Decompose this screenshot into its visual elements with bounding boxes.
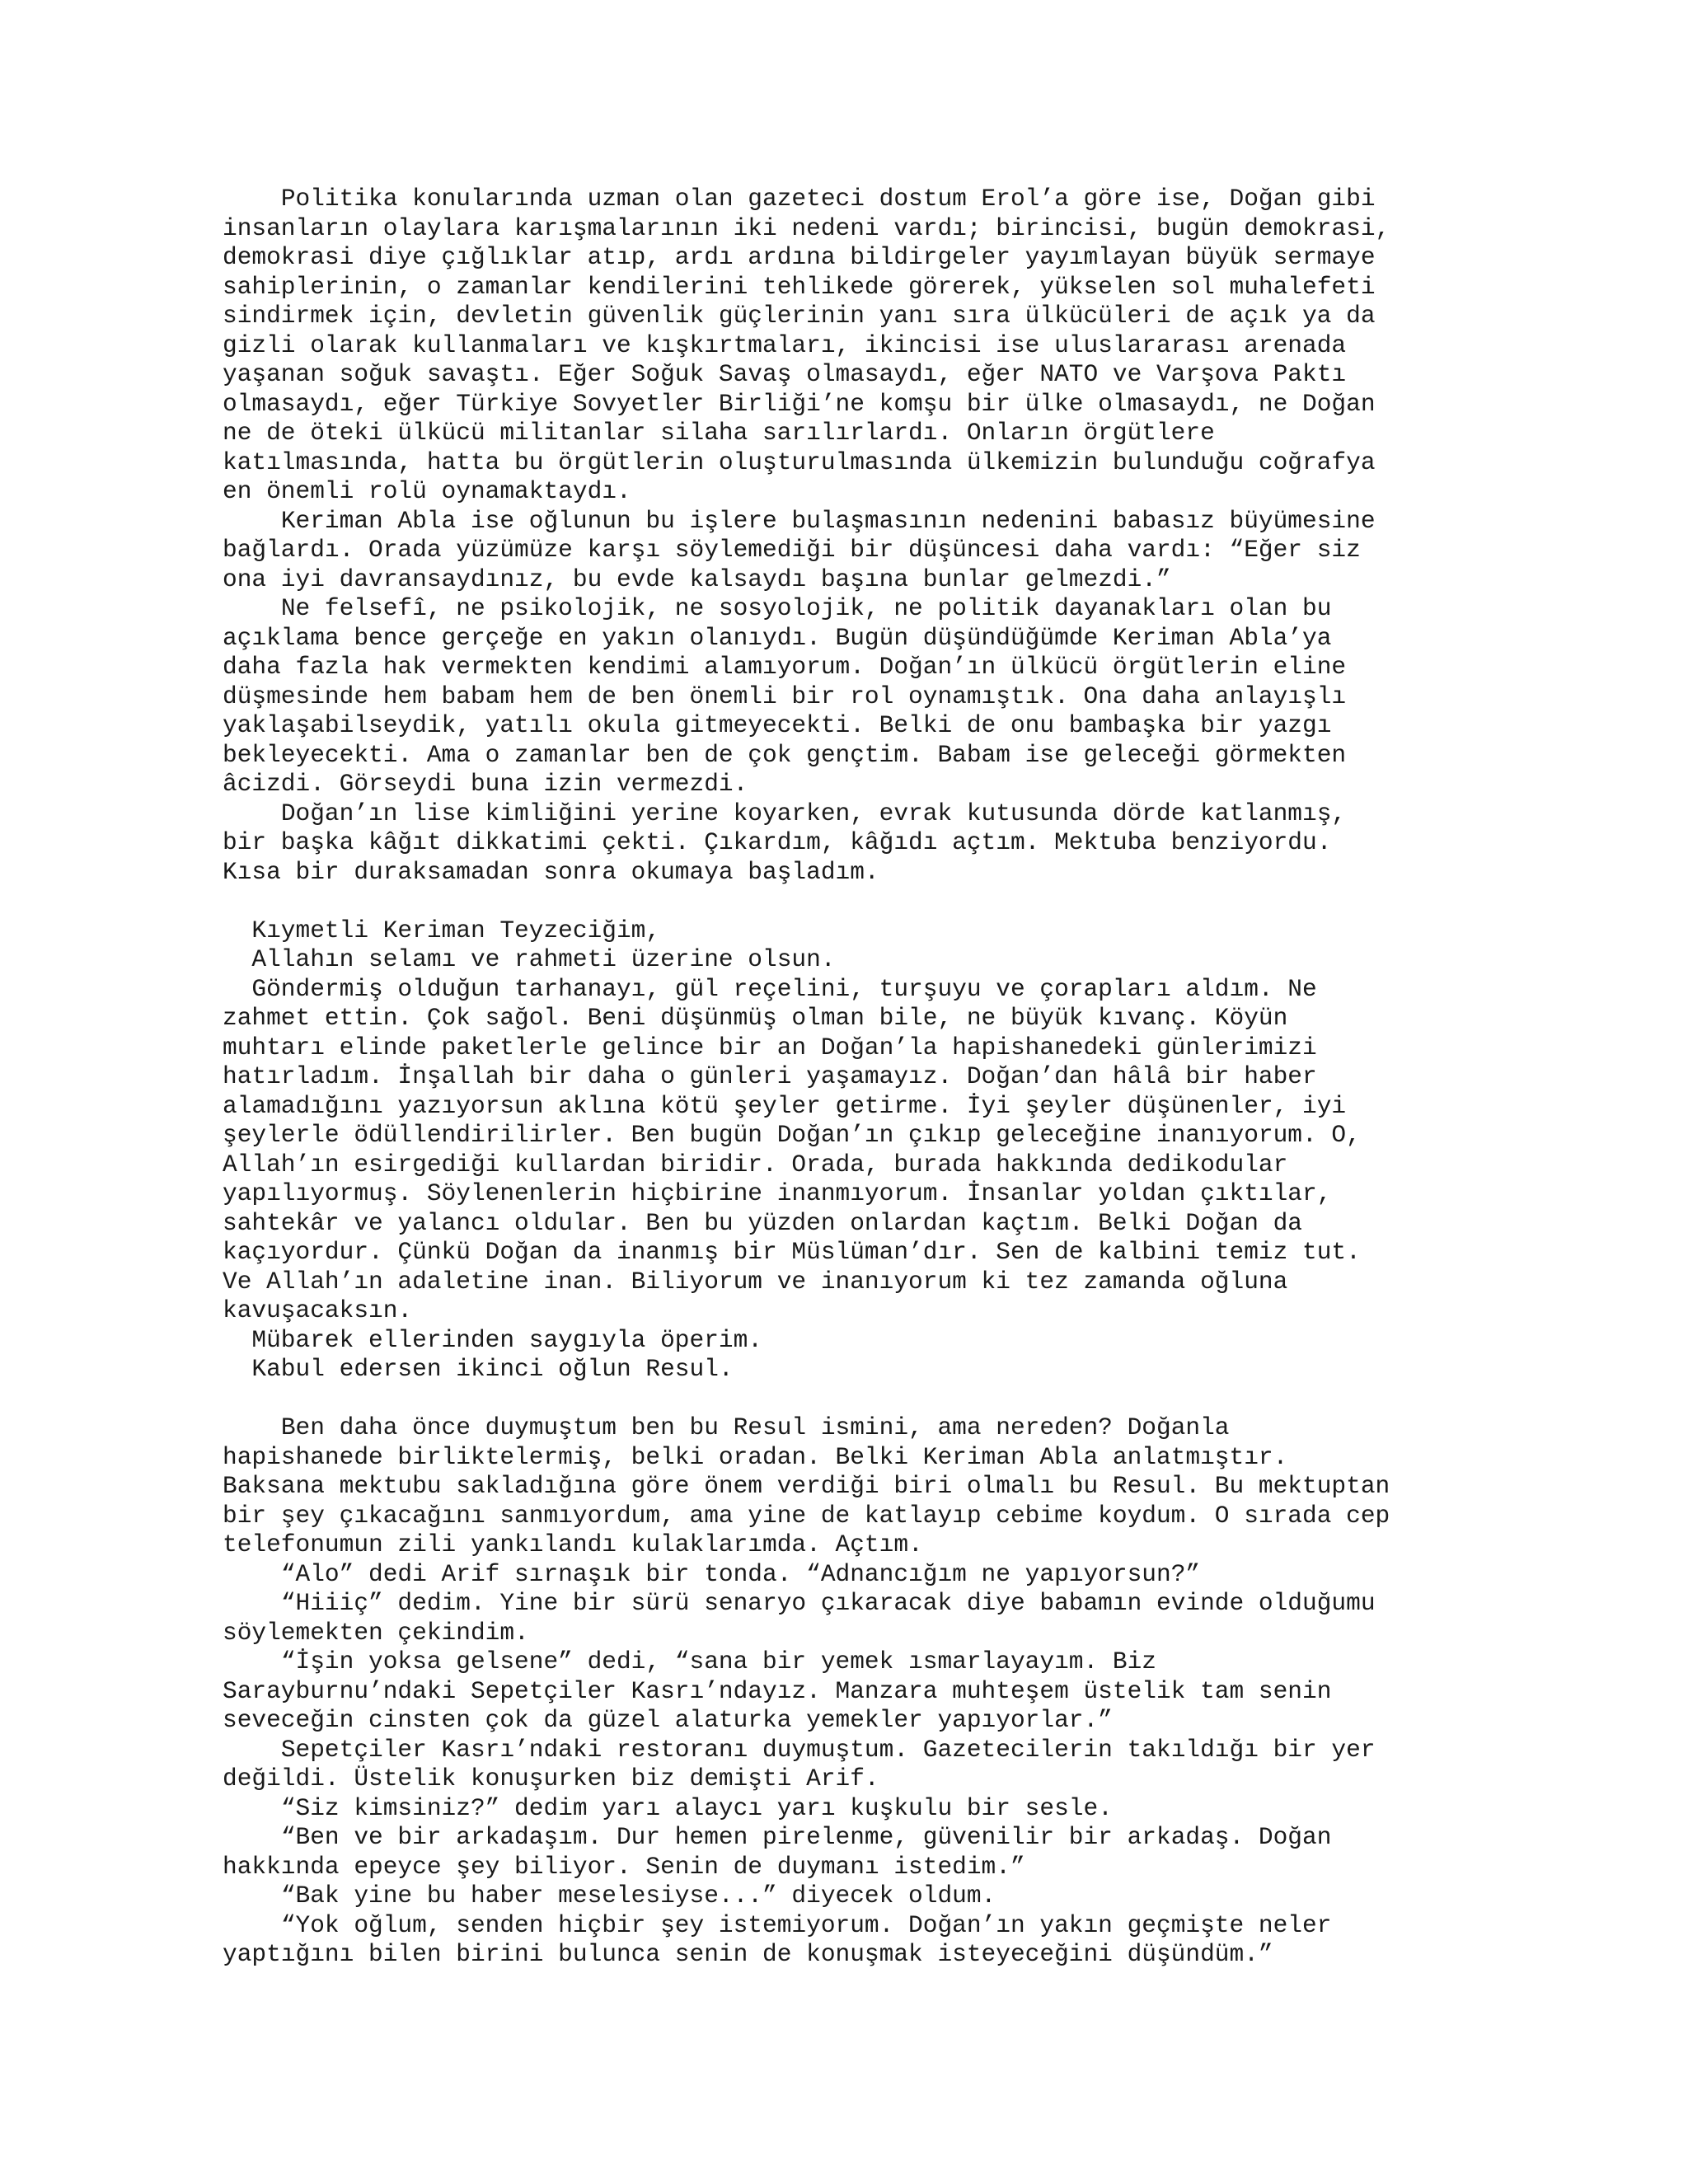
letter-greeting: Allahın selamı ve rahmeti üzerine olsun. — [223, 945, 836, 973]
letter-block — [223, 916, 1475, 1385]
paragraph-keriman-belief: Keriman Abla ise oğlunun bu işlere bulaşmasının nedenini babasız büyümesine bağlardı. Orada yüzümüze karşı söylemediği bir düşüncesi daha vardı: “Eğer siz ona iyi davransaydınız, bu evde kalsaydı başına bunlar gelmezdi.” — [223, 506, 1376, 593]
letter-body: Göndermiş olduğun tarhanayı, gül reçelini, turşuyu ve çorapları aldım. Ne zahmet ettin. Çok sağol. Beni düşünmüş olman bile, ne büyük kıvanç. Köyün muhtarı elinde paketlerle gelince bir an Doğan’la hapishanedeki günlerimizi hatırladım. İnşallah bir daha o günleri yaşamayız. Doğan’dan hâlâ bir haber alamadığını yazıyorsun aklına kötü şeyler getirme. İyi şeyler düşünenler, iyi şeylerle ödüllendirilirler. Ben bugün Doğan’ın çıkıp geleceğine inanıyorum. O, Allah’ın esirgediği kullardan biridir. Orada, burada hakkında dedikodular yapılıyormuş. Söylenenlerin hiçbirine inanmıyorum. İnsanlar yoldan çıktılar, sahtekâr ve yalancı oldular. Ben bu yüzden onlardan kaçtım. Belki Doğan da kaçıyordur. Çünkü Doğan da inanmış bir Müslüman’dır. Sen de kalbini temiz tut. Ve Allah’ın adaletine inan. Biliyorum ve inanıyorum ki tez zamanda oğluna kavuşacaksın. — [223, 974, 1361, 1324]
section-gap — [223, 1385, 1475, 1414]
dialogue-line: “Alo” dedi Arif sırnaşık bir tonda. “Adnancığım ne yapıyorsun?” — [223, 1559, 1201, 1588]
dialogue-line: “Ben ve bir arkadaşım. Dur hemen pirelenme, güvenilir bir arkadaş. Doğan hakkında epeyce şey biliyor. Senin de duymanı istedim.” — [223, 1823, 1332, 1881]
dialogue-line: “İşin yoksa gelsene” dedi, “sana bir yemek ısmarlayayım. Biz Sarayburnu’ndaki Sepetçiler Kasrı’ndayız. Manzara muhteşem üstelik tam senin seveceğin cinsten çok da güzel alaturka yemekler yapıyorlar.” — [223, 1647, 1332, 1734]
dialogue-line: “Bak yine bu haber meselesiyse...” diyecek oldum. — [223, 1882, 996, 1910]
paragraph-restaurant: Sepetçiler Kasrı’ndaki restoranı duymuştum. Gazetecilerin takıldığı bir yer değildi. Üstelik konuşurken biz demişti Arif. — [223, 1735, 1376, 1793]
dialogue-line: “Yok oğlum, senden hiçbir şey istemiyorum. Doğan’ın yakın geçmişte neler yaptığını bilen birini bulunca senin de konuşmak isteyeceğini düşündüm.” — [223, 1910, 1332, 1968]
dialogue-line: “Siz kimsiniz?” dedim yarı alaycı yarı kuşkulu bir sesle. — [223, 1793, 1113, 1822]
letter-salutation: Kıymetli Keriman Teyzeciğim, — [223, 916, 661, 944]
paragraph-explanation: Ne felsefî, ne psikolojik, ne sosyolojik, ne politik dayanakları olan bu açıklama bence gerçeğe en yakın olanıydı. Bugün düşündüğümde Keriman Abla’ya daha fazla hak vermekten kendimi alamıyorum. Doğan’ın ülkücü örgütlerin eline düşmesinde hem babam hem de ben önemli bir rol oynamıştık. Ona daha anlayışlı yaklaşabilseydik, yatılı okula gitmeyecekti. Belki de onu bambaşka bir yazgı bekleyecekti. Ama o zamanlar ben de çok gençtim. Babam ise geleceği görmekten âcizdi. Görseydi buna izin vermezdi. — [223, 594, 1347, 798]
letter-signature: Kabul edersen ikinci oğlun Resul. — [223, 1355, 734, 1383]
section-gap — [223, 887, 1475, 916]
paragraph-letter-found: Doğan’ın lise kimliğini yerine koyarken, evrak kutusunda dörde katlanmış, bir başka kâğıt dikkatimi çekti. Çıkardım, kâğıdı açtım. Mektuba benziyordu. Kısa bir duraksamadan sonra okumaya başladım. — [223, 799, 1347, 886]
document-page — [223, 185, 1475, 1970]
paragraph-resul-name: Ben daha önce duymuştum ben bu Resul ismini, ama nereden? Doğanla hapishanede birliktelermiş, belki oradan. Belki Keriman Abla anlatmıştır. Baksana mektubu sakladığına göre önem verdiği biri olmalı bu Resul. Bu mektuptan bir şey çıkacağını sanmıyordum, ama yine de katlayıp cebime koydum. O sırada cep telefonumun zili yankılandı kulaklarımda. Açtım. — [223, 1413, 1390, 1558]
dialogue-line: “Hiiiç” dedim. Yine bir sürü senaryo çıkaracak diye babamın evinde olduğumu söylemekten çekindim. — [223, 1589, 1376, 1647]
letter-closing: Mübarek ellerinden saygıyla öperim. — [223, 1325, 763, 1354]
paragraph-erol-opinion: Politika konularında uzman olan gazeteci dostum Erol’a göre ise, Doğan gibi insanların olaylara karışmalarının iki nedeni vardı; birincisi, bugün demokrasi, demokrasi diye çığlıklar atıp, ardı ardına bildirgeler yayımlayan büyük sermaye sahiplerinin, o zamanlar kendilerini tehlikede görerek, yükselen sol muhalefeti sindirmek için, devletin güvenlik güçlerinin yanı sıra ülkücüleri de açık ya da gizli olarak kullanmaları ve kışkırtmaları, ikincisi ise uluslararası arenada yaşanan soğuk savaştı. Eğer Soğuk Savaş olmasaydı, eğer NATO ve Varşova Paktı olmasaydı, eğer Türkiye Sovyetler Birliği’ne komşu bir ülke olmasaydı, ne Doğan ne de öteki ülkücü militanlar silaha sarılırlardı. Onların örgütlere katılmasında, hatta bu örgütlerin oluşturulmasında ülkemizin bulunduğu coğrafya en önemli rolü oynamaktaydı. — [223, 185, 1390, 505]
